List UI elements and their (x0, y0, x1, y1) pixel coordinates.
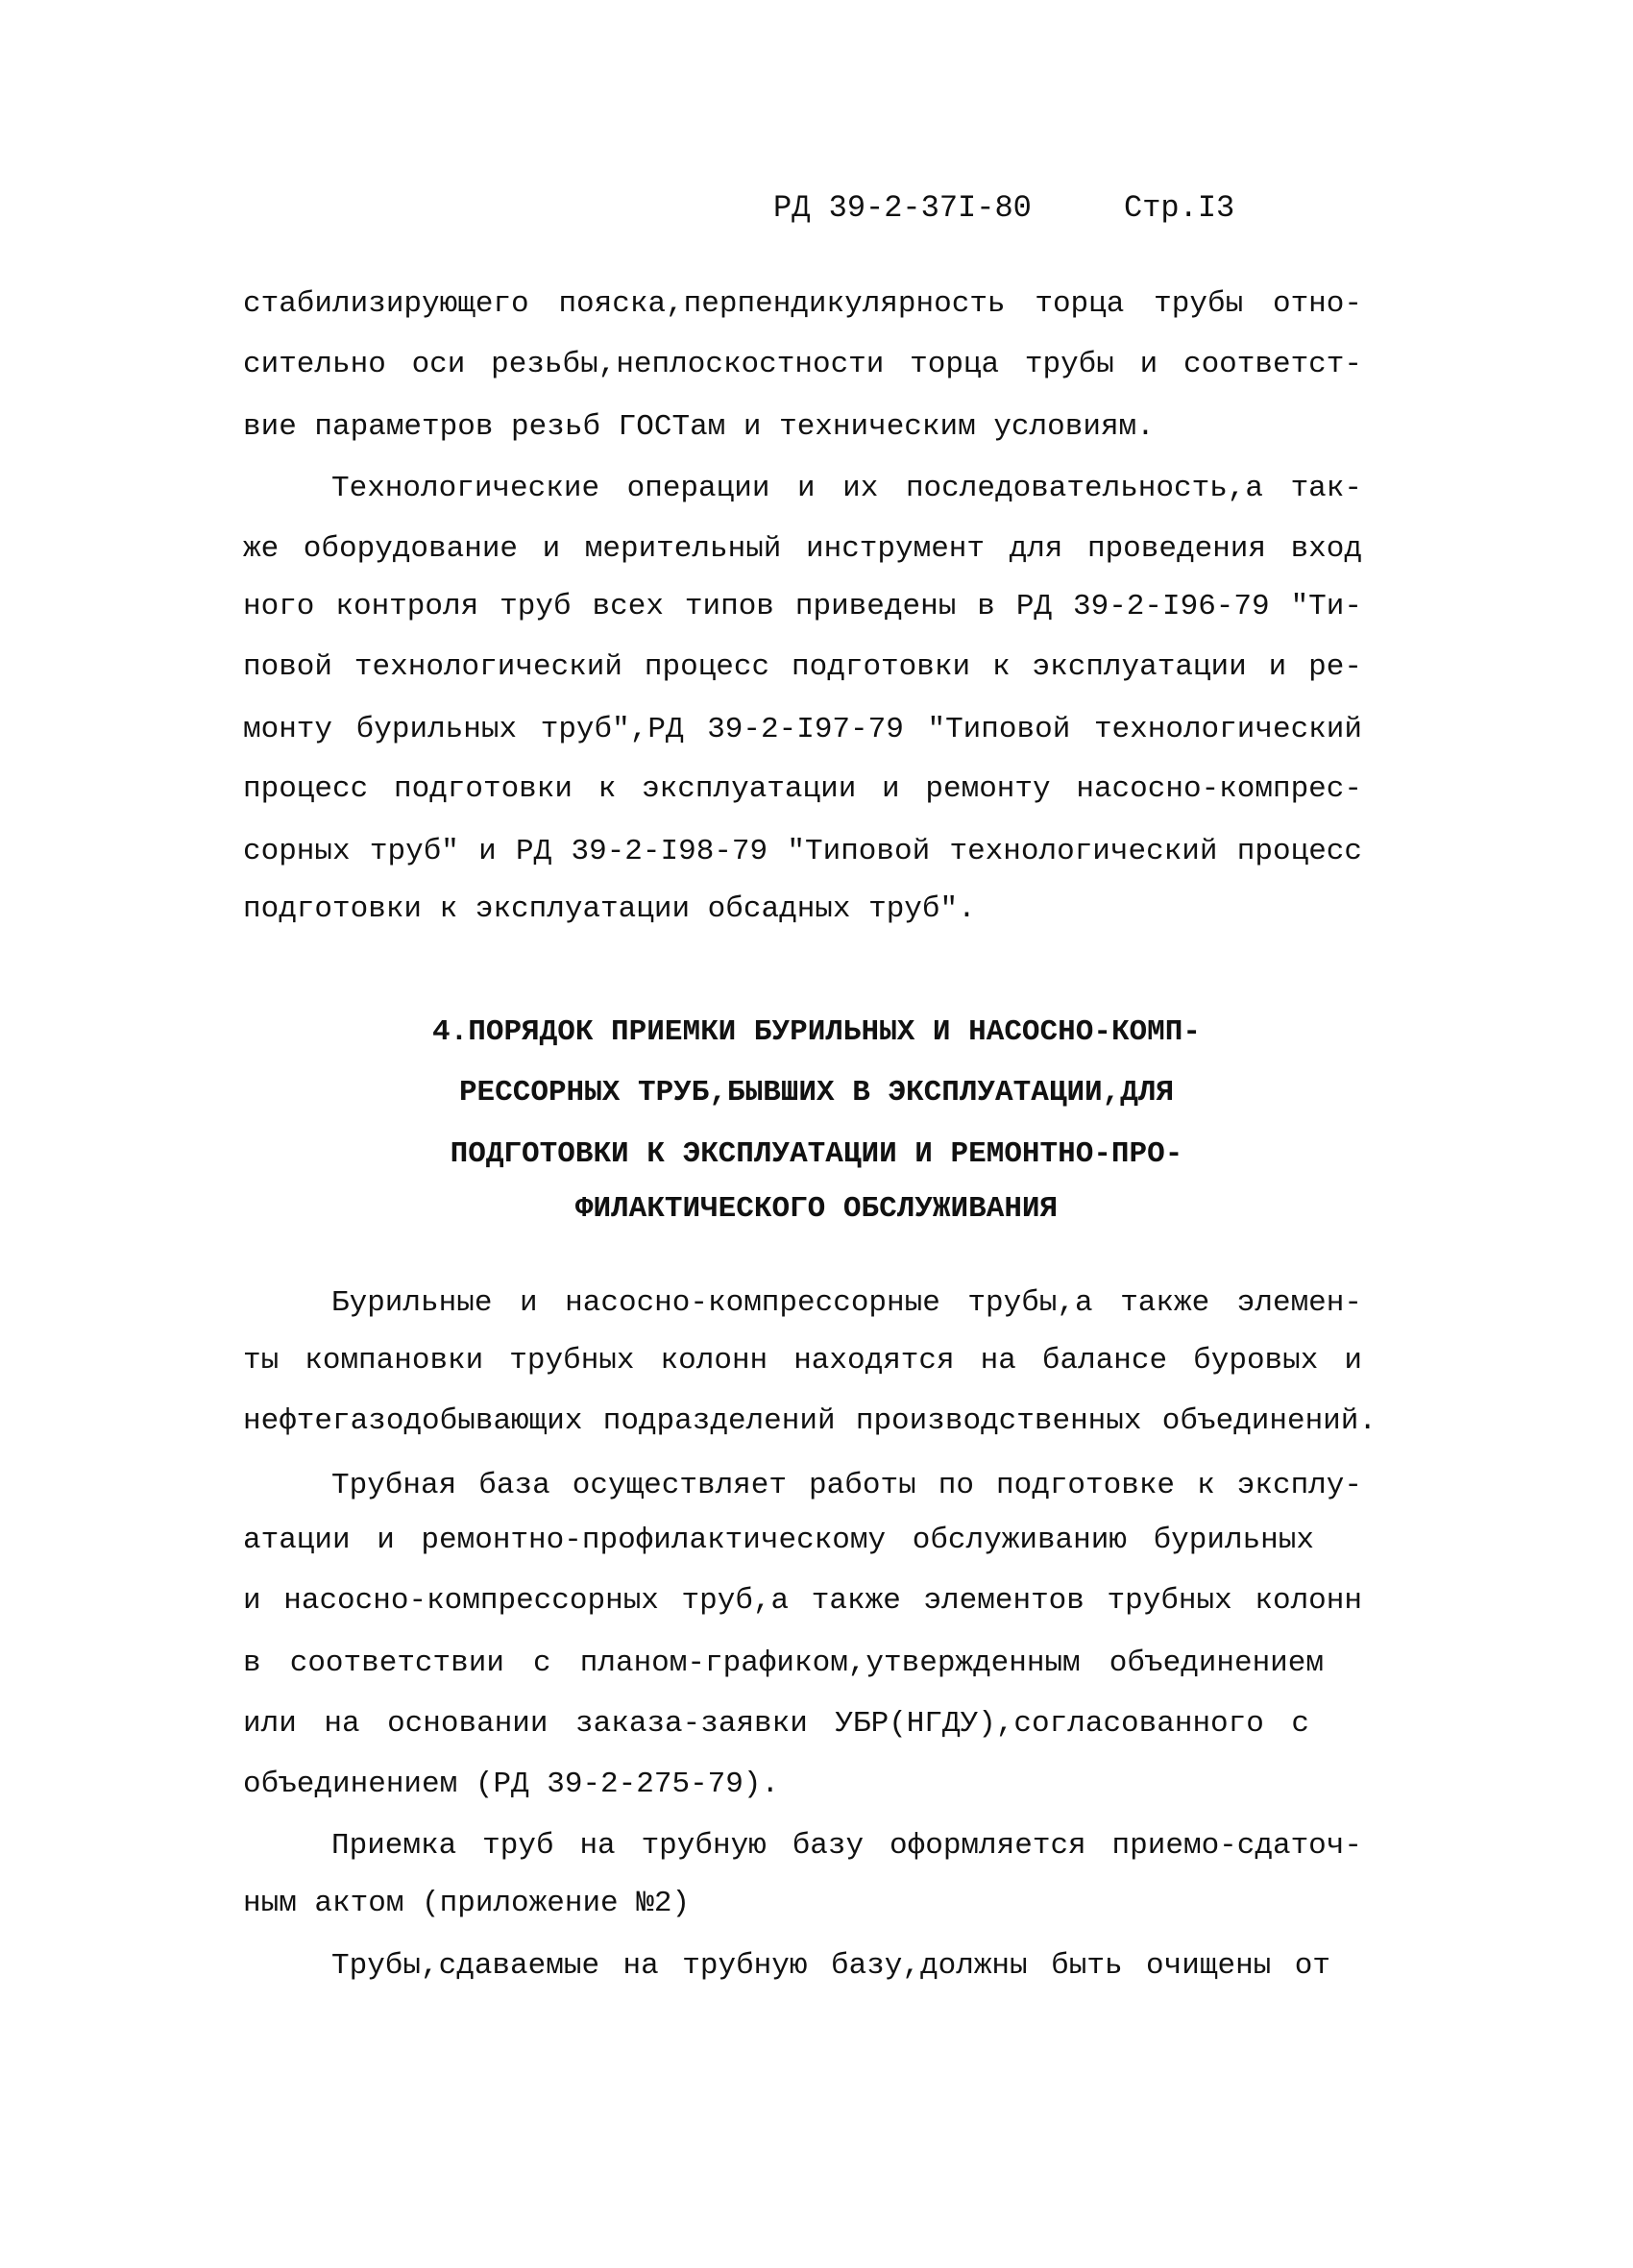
text-line: стабилизирующего пояска,перпендикулярность торца трубы отно- (243, 287, 1362, 321)
text-line: атации и ремонтно-профилактическому обслуживанию бурильных (243, 1524, 1314, 1557)
page-number: Стр.I3 (1124, 190, 1235, 226)
heading-line: 4.ПОРЯДОК ПРИЕМКИ БУРИЛЬНЫХ И НАСОСНО-КОМП- (432, 1015, 1201, 1049)
text-line: монту бурильных труб",РД 39-2-I97-79 "Типовой технологический (243, 713, 1362, 746)
text-line: повой технологический процесс подготовки к эксплуатации и ре- (243, 650, 1362, 684)
document-code: РД 39-2-37I-80 (773, 190, 1032, 226)
text-line: и насосно-компрессорных труб,а также элементов трубных колонн (243, 1584, 1362, 1618)
text-line: Приемка труб на трубную базу оформляется приемо-сдаточ- (331, 1829, 1362, 1863)
text-line: же оборудование и мерительный инструмент для проведения вход (243, 532, 1362, 566)
text-line: ного контроля труб всех типов приведены в РД 39-2-I96-79 "Ти- (243, 590, 1362, 623)
text-line: ным актом (приложение №2) (243, 1887, 691, 1920)
text-line: Бурильные и насосно-компрессорные трубы,а также элемен- (331, 1286, 1362, 1320)
text-line: подготовки к эксплуатации обсадных труб". (243, 892, 976, 926)
text-line: процесс подготовки к эксплуатации и ремонту насосно-компрес- (243, 772, 1362, 806)
text-line: объединением (РД 39-2-275-79). (243, 1768, 780, 1801)
text-line: сительно оси резьбы,неплоскостности торца трубы и соответст- (243, 348, 1362, 381)
text-line: Трубы,сдаваемые на трубную базу,должны быть очищены от (331, 1949, 1330, 1983)
text-line: нефтегазодобывающих подразделений производственных объединений. (243, 1404, 1377, 1438)
text-line: Трубная база осуществляет работы по подготовке к эксплу- (331, 1469, 1362, 1502)
heading-line: РЕССОРНЫХ ТРУБ,БЫВШИХ В ЭКСПЛУАТАЦИИ,ДЛЯ (458, 1076, 1175, 1110)
text-line: в соответствии с планом-графиком,утвержденным объединением (243, 1646, 1324, 1680)
text-line: ты компановки трубных колонн находятся на балансе буровых и (243, 1344, 1362, 1378)
text-line: сорных труб" и РД 39-2-I98-79 "Типовой технологический процесс (243, 835, 1362, 868)
text-line: Технологические операции и их последовательность,а так- (331, 472, 1362, 505)
text-line: вие параметров резьб ГОСТам и техническим условиям. (243, 410, 1155, 444)
text-line: или на основании заказа-заявки УБР(НГДУ),согласованного с (243, 1707, 1309, 1741)
heading-line: ФИЛАКТИЧЕСКОГО ОБСЛУЖИВАНИЯ (574, 1192, 1059, 1226)
heading-line: ПОДГОТОВКИ К ЭКСПЛУАТАЦИИ И РЕМОНТНО-ПРО- (450, 1137, 1183, 1171)
